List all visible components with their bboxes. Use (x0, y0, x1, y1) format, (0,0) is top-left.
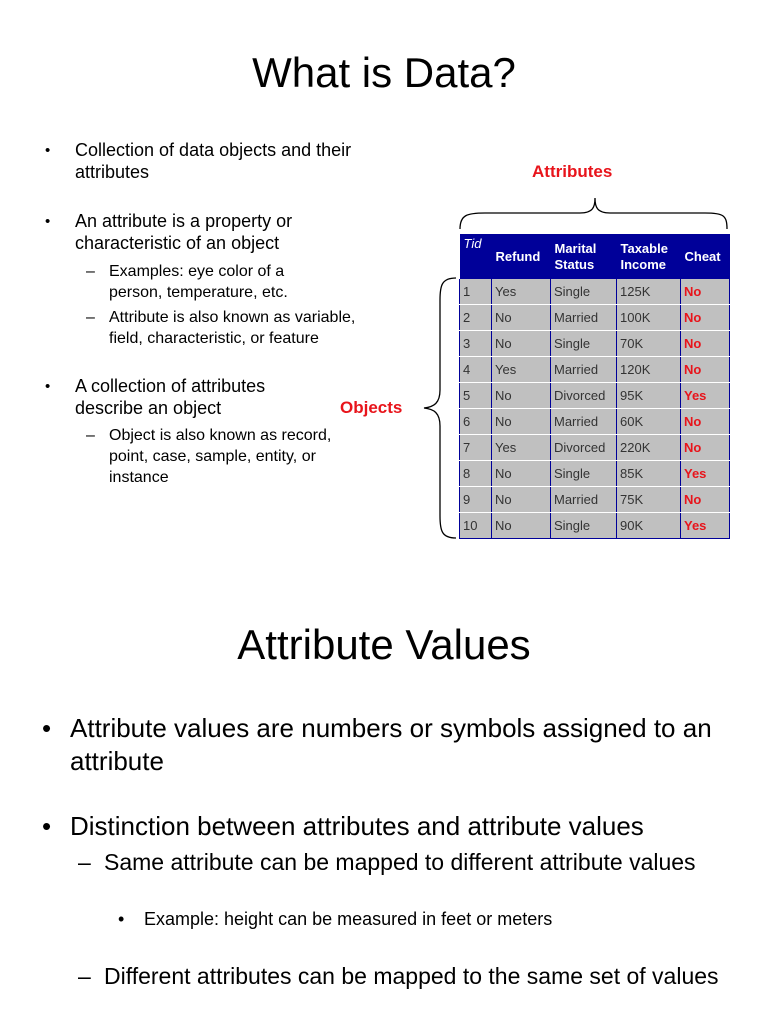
cell-refund: Yes (492, 435, 551, 461)
cell-refund: Yes (492, 279, 551, 305)
cell-cheat: No (681, 305, 730, 331)
cell-tid: 8 (460, 461, 492, 487)
bullet-dot-icon: • (45, 378, 51, 395)
cell-refund: No (492, 331, 551, 357)
cell-marital-status: Single (551, 331, 617, 357)
cell-marital-status: Divorced (551, 383, 617, 409)
table-row (460, 383, 730, 409)
cell-cheat: Yes (681, 383, 730, 409)
cell-tid: 4 (460, 357, 492, 383)
cell-taxable-income: 85K (617, 461, 681, 487)
bullet-distinction-text: Distinction between attributes and attribute values (70, 811, 644, 841)
cell-tid: 6 (460, 409, 492, 435)
header-cheat: Cheat (681, 234, 730, 279)
objects-label: Objects (340, 398, 403, 417)
dash-icon: – (86, 427, 95, 444)
cell-taxable-income: 100K (617, 305, 681, 331)
cell-taxable-income: 120K (617, 357, 681, 383)
cell-marital-status: Married (551, 409, 617, 435)
bullet-attribute-definition-text: An attribute is a property or characteristic of an object (75, 211, 293, 253)
cell-refund: No (492, 487, 551, 513)
data-table (459, 234, 730, 539)
cell-tid: 5 (460, 383, 492, 409)
cell-cheat: Yes (681, 513, 730, 539)
cell-marital-status: Married (551, 305, 617, 331)
cell-tid: 10 (460, 513, 492, 539)
header-marital-status: Marital Status (551, 234, 617, 279)
cell-cheat: No (681, 487, 730, 513)
table-row (460, 279, 730, 305)
table-row (460, 409, 730, 435)
cell-marital-status: Single (551, 461, 617, 487)
bullet-attribute-values-text: Attribute values are numbers or symbols assigned to an attribute (70, 713, 712, 776)
cell-tid: 9 (460, 487, 492, 513)
header-refund: Refund (492, 234, 551, 279)
sub-bullet-object-known-text: Object is also known as record, point, case, sample, entity, or instance (109, 427, 332, 486)
table-header-row (460, 234, 730, 279)
cell-tid: 2 (460, 305, 492, 331)
cell-taxable-income: 95K (617, 383, 681, 409)
cell-refund: No (492, 461, 551, 487)
cell-marital-status: Divorced (551, 435, 617, 461)
dash-icon: – (78, 849, 91, 875)
header-tid: Tid (460, 234, 492, 279)
cell-cheat: No (681, 331, 730, 357)
bullet-dot-icon: • (42, 811, 52, 841)
attributes-brace-icon (455, 195, 735, 231)
table-row (460, 331, 730, 357)
cell-refund: No (492, 409, 551, 435)
dash-icon: – (86, 309, 95, 326)
slide-title-what-is-data: What is Data? (252, 49, 516, 96)
sub-bullet-examples-text: Examples: eye color of a person, temperature, etc. (109, 263, 288, 301)
cell-cheat: No (681, 409, 730, 435)
cell-marital-status: Single (551, 279, 617, 305)
cell-taxable-income: 60K (617, 409, 681, 435)
sub-sub-bullet-height-example-text: Example: height can be measured in feet or meters (144, 909, 553, 929)
cell-taxable-income: 90K (617, 513, 681, 539)
bullet-dot-icon: • (42, 713, 52, 743)
sub-bullet-same-attribute-text: Same attribute can be mapped to different attribute values (104, 849, 696, 875)
table-row (460, 435, 730, 461)
cell-marital-status: Single (551, 513, 617, 539)
cell-tid: 1 (460, 279, 492, 305)
bullet-dot-icon: • (45, 213, 51, 230)
cell-taxable-income: 125K (617, 279, 681, 305)
bullet-dot-icon: • (118, 909, 125, 929)
cell-cheat: No (681, 357, 730, 383)
attributes-label: Attributes (532, 162, 613, 181)
table-row (460, 305, 730, 331)
cell-refund: No (492, 305, 551, 331)
table-row (460, 461, 730, 487)
cell-cheat: No (681, 435, 730, 461)
dash-icon: – (86, 263, 95, 280)
cell-tid: 7 (460, 435, 492, 461)
cell-tid: 3 (460, 331, 492, 357)
cell-taxable-income: 75K (617, 487, 681, 513)
cell-cheat: Yes (681, 461, 730, 487)
sub-bullet-different-attributes-text: Different attributes can be mapped to the same set of values (104, 963, 719, 989)
header-taxable-income: Taxable Income (617, 234, 681, 279)
table-row (460, 513, 730, 539)
table-row (460, 487, 730, 513)
cell-marital-status: Married (551, 487, 617, 513)
objects-brace-icon (420, 275, 460, 541)
bullet-collection-text: Collection of data objects and their attributes (75, 140, 352, 182)
cell-refund: Yes (492, 357, 551, 383)
cell-refund: No (492, 513, 551, 539)
cell-refund: No (492, 383, 551, 409)
bullet-collection-of-attributes-text: A collection of attributes describe an object (75, 376, 266, 418)
bullet-dot-icon: • (45, 142, 51, 159)
cell-taxable-income: 220K (617, 435, 681, 461)
dash-icon: – (78, 963, 91, 989)
slide-title-attribute-values: Attribute Values (237, 621, 531, 668)
table-row (460, 357, 730, 383)
cell-marital-status: Married (551, 357, 617, 383)
sub-bullet-also-known-text: Attribute is also known as variable, field, characteristic, or feature (109, 309, 356, 347)
cell-cheat: No (681, 279, 730, 305)
cell-taxable-income: 70K (617, 331, 681, 357)
